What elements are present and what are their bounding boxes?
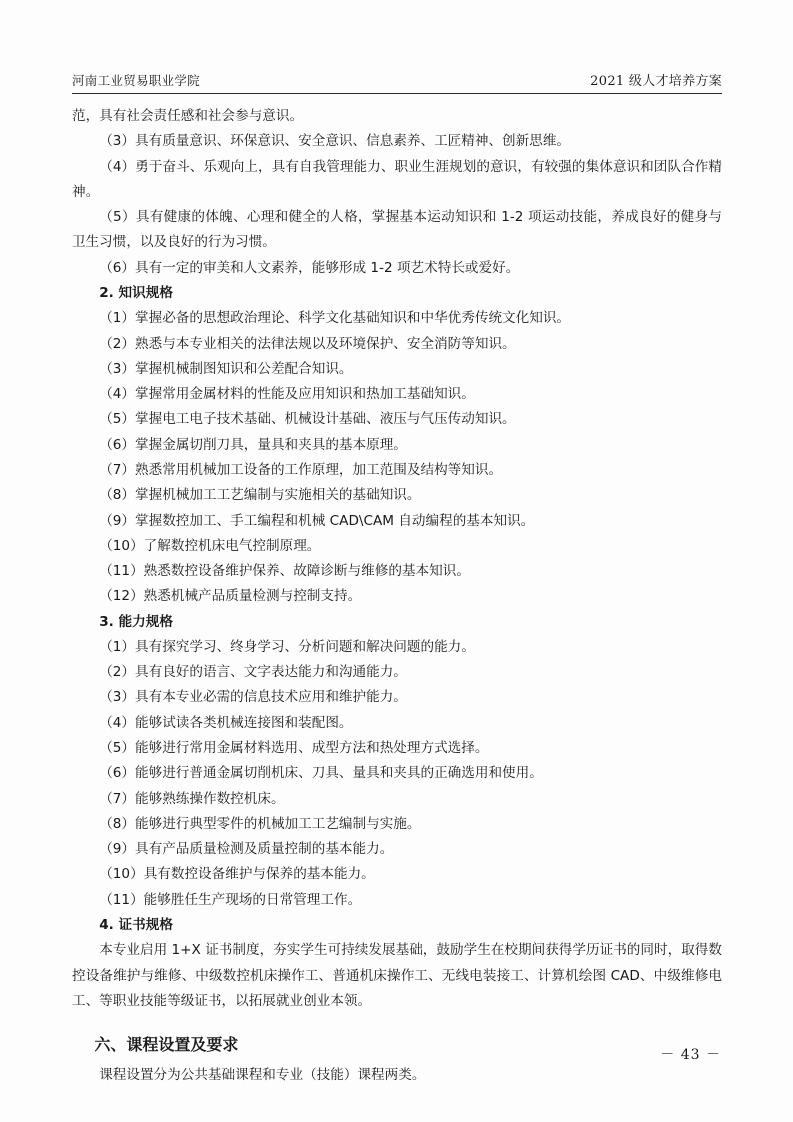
list-item: （5）掌握电工电子技术基础、机械设计基础、液压与气压传动知识。 [99,411,516,428]
list-item: （1）掌握必备的思想政治理论、科学文化基础知识和中华优秀传统文化知识。 [99,310,571,327]
list-item: （2）具有良好的语言、文字表达能力和沟通能力。 [99,664,407,681]
continuation-line: 范，具有社会责任感和社会参与意识。 [72,108,304,124]
page-content [72,70,722,1088]
document-body [72,104,722,1088]
list-item: （2）熟悉与本专业相关的法律法规以及环境保护、安全消防等知识。 [99,335,516,352]
list-item: （11）熟悉数控设备维护保养、故障诊断与维修的基本知识。 [99,563,470,580]
list-item: （9）具有产品质量检测及质量控制的基本能力。 [99,841,394,858]
section-heading-ability: 3. 能力规格 [99,613,173,630]
list-item: （5）具有健康的体魄、心理和健全的人格，掌握基本运动知识和 1-2 项运动技能，养成良好的健身与卫生习惯，以及良好的行为习惯。 [72,209,722,251]
header-document-title: 2021 级人才培养方案 [590,74,722,89]
list-item: （10）具有数控设备维护与保养的基本能力。 [99,866,375,883]
section-heading-certificate: 4. 证书规格 [99,917,173,933]
list-item: （8）掌握机械加工工艺编制与实施相关的基础知识。 [99,487,421,504]
chapter-heading-courses: 六、课程设置及要求 [94,1035,239,1055]
header-institution: 河南工业贸易职业学院 [72,73,201,88]
list-item: （10）了解数控机床电气控制原理。 [99,537,321,554]
certificate-paragraph: 本专业启用 1+X 证书制度，夯实学生可持续发展基础，鼓励学生在校期间获得学历证书的同时，取得数控设备维护与维修、中级数控机床操作工、普通机床操作工、无线电装接工、计算机绘图 CAD、中级维修电工、等职业技能等级证书，以拓展就业创业本领。 [72,942,722,1009]
section-heading-knowledge: 2. 知识规格 [99,284,173,301]
list-item: （4）能够试读各类机械连接图和装配图。 [99,714,353,731]
list-item: （6）掌握金属切削刀具，量具和夹具的基本原理。 [99,436,407,453]
list-item: （4）掌握常用金属材料的性能及应用知识和热加工基础知识。 [99,386,475,403]
list-item: （12）熟悉机械产品质量检测与控制支持。 [99,588,362,605]
list-item: （7）能够熟练操作数控机床。 [99,790,285,807]
list-item: （7）熟悉常用机械加工设备的工作原理，加工范围及结构等知识。 [99,461,503,478]
courses-paragraph: 课程设置分为公共基础课程和专业（技能）课程两类。 [99,1066,426,1083]
list-item: （3）具有本专业必需的信息技术应用和维护能力。 [99,689,407,706]
page-number: － 43 － [660,1047,721,1063]
list-item: （1）具有探究学习、终身学习、分析问题和解决问题的能力。 [99,638,475,655]
list-item: （5）能够进行常用金属材料选用、成型方法和热处理方式选择。 [99,740,489,757]
list-item: （6）具有一定的审美和人文素养，能够形成 1-2 项艺术特长或爱好。 [99,259,520,276]
list-item: （3）掌握机械制图知识和公差配合知识。 [99,360,353,377]
page-header [72,70,722,94]
list-item: （3）具有质量意识、环保意识、安全意识、信息素养、工匠精神、创新思维。 [99,133,571,150]
list-item: （4）勇于奋斗、乐观向上，具有自我管理能力、职业生涯规划的意识，有较强的集体意识和团队合作精神。 [72,158,722,200]
list-item: （8）能够进行典型零件的机械加工工艺编制与实施。 [99,815,421,832]
list-item: （6）能够进行普通金属切削机床、刀具、量具和夹具的正确选用和使用。 [99,765,543,782]
list-item: （11）能够胜任生产现场的日常管理工作。 [99,891,362,908]
list-item: （9）掌握数控加工、手工编程和机械 CAD\CAM 自动编程的基本知识。 [99,512,535,529]
